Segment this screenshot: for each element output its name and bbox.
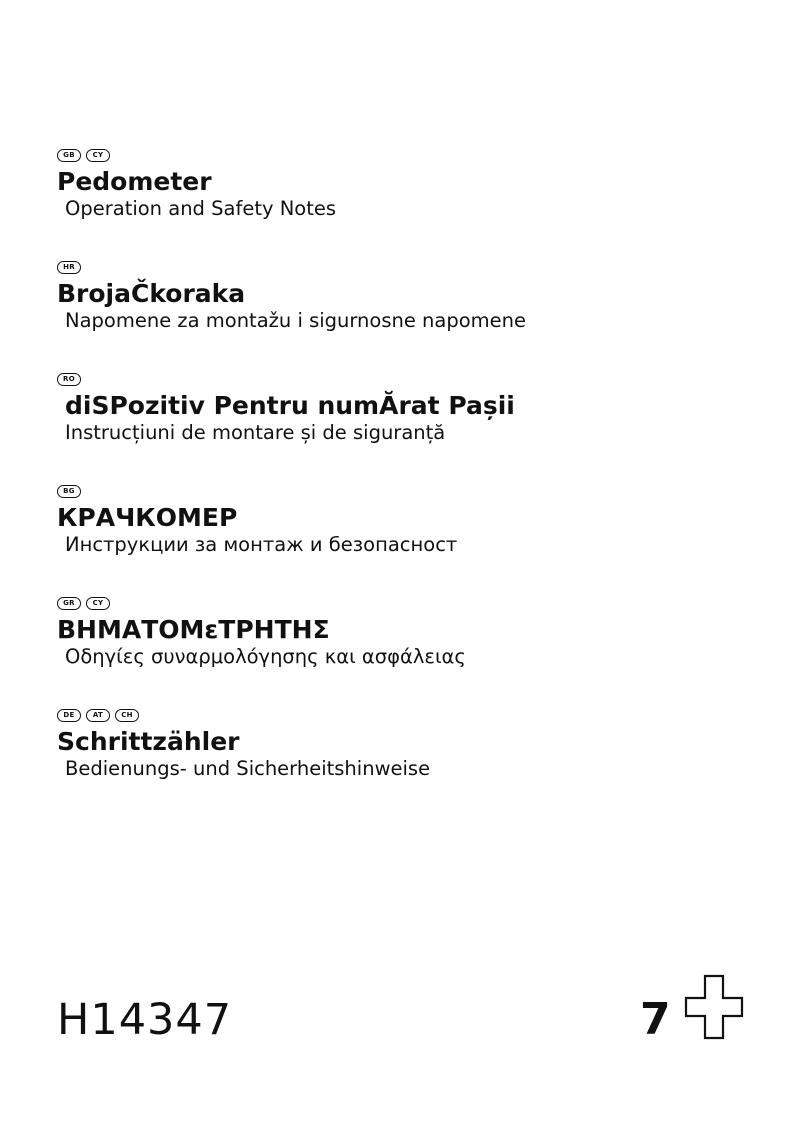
country-badges	[57, 371, 777, 387]
product-subtitle: Bedienungs- und Sicherheitshinweise	[65, 757, 431, 780]
product-title: diSPozitiv Pentru numĂrat Pașii	[65, 391, 515, 420]
product-subtitle: Инструкции за монтаж и безопасност	[65, 533, 458, 556]
product-title: КРАЧКОМЕР	[57, 503, 238, 532]
country-badges	[57, 147, 777, 163]
country-badge-at: AT	[86, 709, 110, 722]
country-badge-bg: BG	[57, 485, 81, 498]
country-badges	[57, 595, 777, 611]
country-badge-cy: CY	[86, 149, 110, 162]
section-gb-cy	[57, 147, 777, 221]
swiss-cross-outline-icon	[684, 974, 744, 1040]
country-badge-ro: RO	[57, 373, 81, 386]
page-number: 7	[640, 994, 671, 1045]
product-title: Schrittzähler	[57, 727, 240, 756]
product-subtitle: Operation and Safety Notes	[65, 197, 337, 220]
section-bg	[57, 483, 777, 557]
section-de-at-ch	[57, 707, 777, 781]
product-subtitle: Instrucțiuni de montare și de siguranță	[65, 421, 446, 444]
country-badges	[57, 259, 777, 275]
country-badge-de: DE	[57, 709, 81, 722]
product-title: Pedometer	[57, 167, 212, 196]
country-badge-cy: CY	[86, 597, 110, 610]
product-subtitle: Οδηγίες συναρμολόγησης και ασφάλειας	[65, 645, 466, 668]
product-title: BrojaČkoraka	[57, 279, 246, 308]
product-subtitle: Napomene za montažu i sigurnosne napomene	[65, 309, 527, 332]
section-ro	[57, 371, 777, 445]
country-badge-gr: GR	[57, 597, 81, 610]
country-badge-hr: HR	[57, 261, 81, 274]
country-badge-gb: GB	[57, 149, 81, 162]
country-badge-ch: CH	[115, 709, 139, 722]
section-hr	[57, 259, 777, 333]
section-gr-cy	[57, 595, 777, 669]
product-title: ΒΗΜΑΤΟΜεΤΡΗΤΗΣ	[57, 615, 330, 644]
model-number: H14347	[57, 995, 233, 1045]
country-badges	[57, 707, 777, 723]
country-badges	[57, 483, 777, 499]
